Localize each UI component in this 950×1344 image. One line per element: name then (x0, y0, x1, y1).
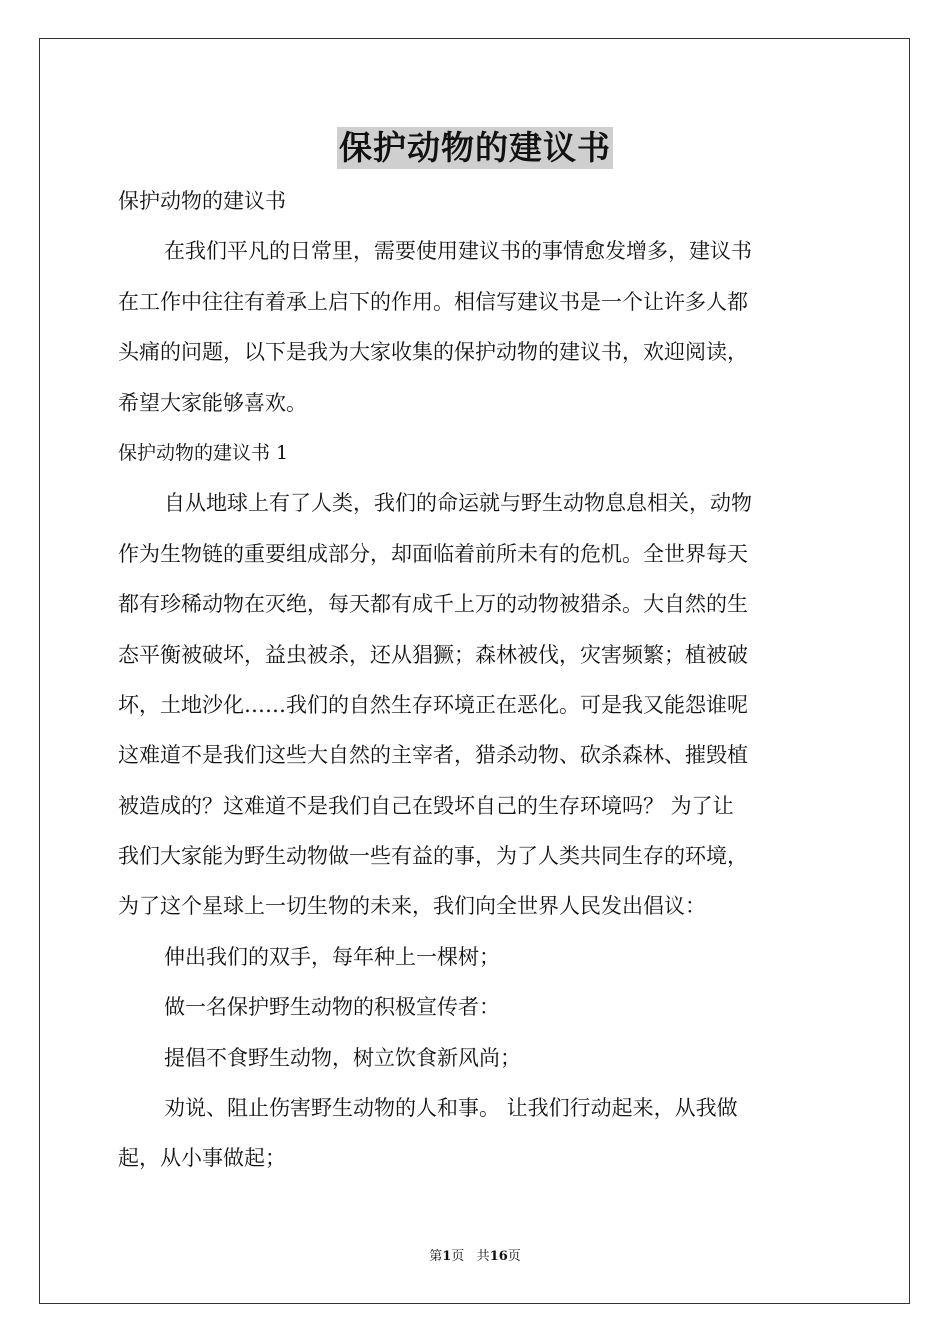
footer-total-pages: 16 (489, 1249, 508, 1264)
proposal-line: 劝说、阻止伤害野生动物的人和事。 让我们行动起来，从我做 (164, 1096, 738, 1121)
footer-page-label: 页 (451, 1249, 465, 1264)
document-title: 保护动物的建议书 (339, 128, 611, 167)
document-subtitle: 保护动物的建议书 (118, 189, 286, 213)
title-wrap (0, 127, 950, 169)
body-line: 我们大家能为野生动物做一些有益的事，为了人类共同生存的环境， (118, 844, 748, 869)
proposal-line: 提倡不食野生动物，树立饮食新风尚； (164, 1045, 521, 1070)
body-line: 这难道不是我们这些大自然的主宰者，猎杀动物、砍杀森林、摧毁植 (118, 743, 748, 768)
footer-total-label: 页 (507, 1249, 521, 1264)
body-line: 自从地球上有了人类，我们的命运就与野生动物息息相关，动物 (164, 491, 752, 516)
body-line: 坏，土地沙化……我们的自然生存环境正在恶化。可是我又能怨谁呢 (118, 692, 748, 717)
footer-prefix: 第 (429, 1249, 443, 1264)
body-line: 态平衡被破坏，益虫被杀，还从猖獗；森林被伐，灾害频繁；植被破 (118, 642, 748, 667)
page-footer (0, 1248, 950, 1266)
body-line: 被造成的？这难道不是我们自己在毁坏自己的生存环境吗？ 为了让 (118, 793, 734, 818)
body-line: 都有珍稀动物在灭绝，每天都有成千上万的动物被猎杀。大自然的生 (118, 592, 748, 617)
proposal-line: 做一名保护野生动物的积极宣传者： (164, 995, 500, 1020)
proposal-line: 伸出我们的双手，每年种上一棵树； (164, 944, 500, 969)
intro-line: 头痛的问题，以下是我为大家收集的保护动物的建议书，欢迎阅读， (118, 340, 748, 365)
body-line: 作为生物链的重要组成部分，却面临着前所未有的危机。全世界每天 (118, 541, 748, 566)
footer-page-number: 1 (442, 1249, 452, 1264)
body-line: 为了这个星球上一切生物的未来，我们向全世界人民发出倡议： (118, 894, 706, 919)
intro-line: 希望大家能够喜欢。 (118, 390, 307, 415)
document-body (118, 176, 834, 1184)
intro-line: 在工作中往往有着承上启下的作用。相信写建议书是一个让许多人都 (118, 289, 748, 314)
closing-line: 起，从小事做起； (118, 1146, 286, 1171)
section-heading: 保护动物的建议书 1 (118, 441, 289, 464)
footer-total-prefix: 共 (476, 1249, 490, 1264)
intro-line: 在我们平凡的日常里，需要使用建议书的事情愈发增多，建议书 (164, 239, 752, 264)
